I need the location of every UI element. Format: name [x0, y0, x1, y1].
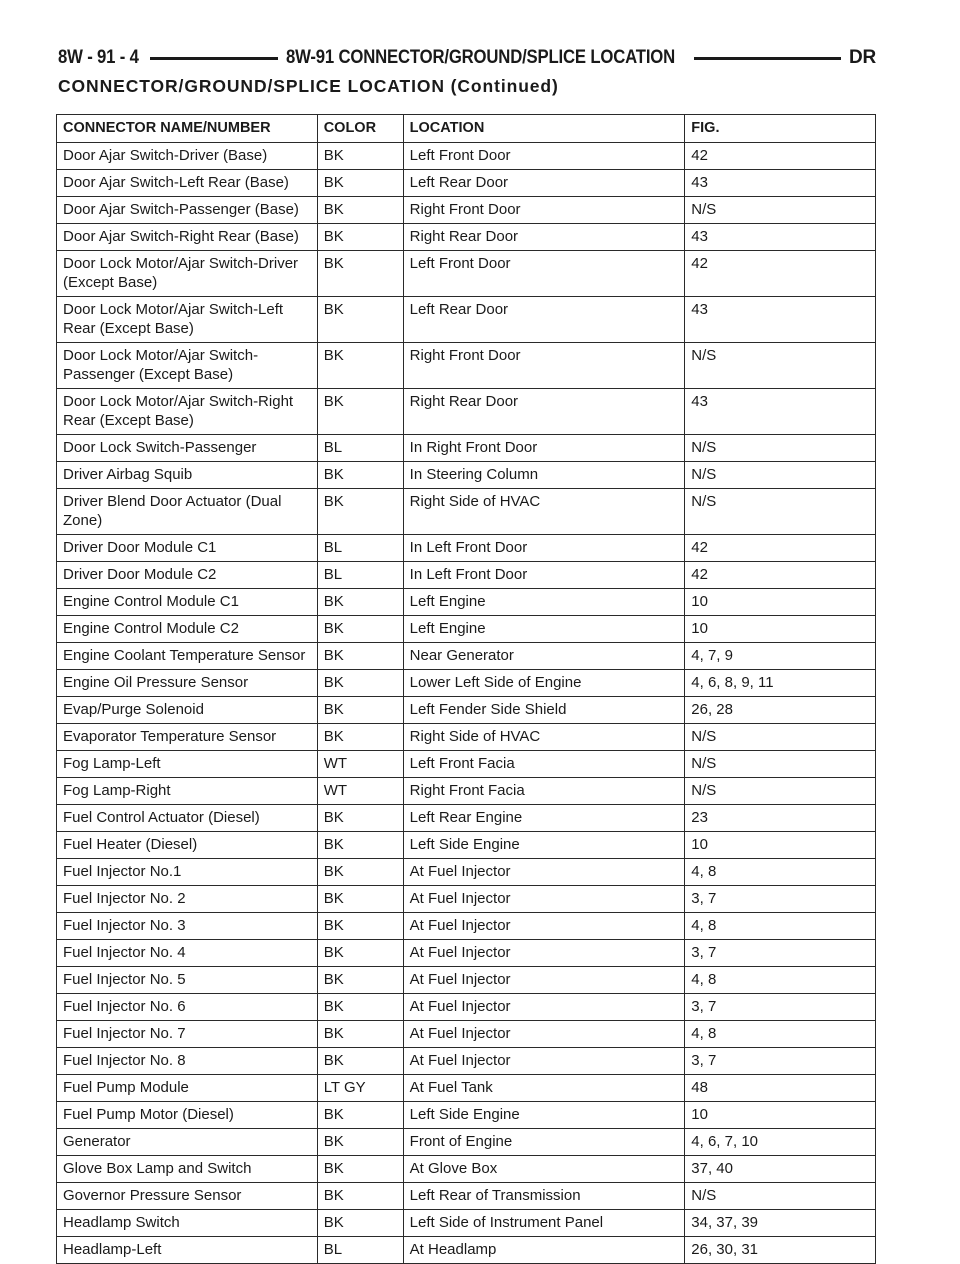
- cell-connector: Fog Lamp-Right: [57, 778, 318, 805]
- cell-color: BK: [317, 994, 403, 1021]
- cell-location: Lower Left Side of Engine: [403, 670, 685, 697]
- cell-fig: 43: [685, 389, 876, 435]
- cell-location: Left Front Facia: [403, 751, 685, 778]
- table-row: [57, 562, 876, 589]
- table-row: [57, 616, 876, 643]
- cell-color: BK: [317, 886, 403, 913]
- cell-color: BK: [317, 913, 403, 940]
- table-row: [57, 1075, 876, 1102]
- cell-fig: 3, 7: [685, 886, 876, 913]
- cell-connector: Driver Blend Door Actuator (Dual Zone): [57, 489, 318, 535]
- cell-color: WT: [317, 778, 403, 805]
- cell-location: Left Front Door: [403, 143, 685, 170]
- cell-location: At Headlamp: [403, 1237, 685, 1264]
- cell-color: BK: [317, 697, 403, 724]
- cell-location: Right Side of HVAC: [403, 724, 685, 751]
- cell-location: Left Rear of Transmission: [403, 1183, 685, 1210]
- cell-color: BK: [317, 832, 403, 859]
- table-row: [57, 751, 876, 778]
- cell-location: At Fuel Tank: [403, 1075, 685, 1102]
- cell-fig: 4, 8: [685, 967, 876, 994]
- cell-fig: N/S: [685, 1183, 876, 1210]
- table-row: [57, 251, 876, 297]
- cell-connector: Headlamp Switch: [57, 1210, 318, 1237]
- cell-color: BL: [317, 1237, 403, 1264]
- cell-connector: Door Ajar Switch-Right Rear (Base): [57, 224, 318, 251]
- table-row: [57, 1129, 876, 1156]
- table-row: [57, 1021, 876, 1048]
- table-row: [57, 1210, 876, 1237]
- cell-connector: Door Lock Motor/Ajar Switch-Left Rear (Except Base): [57, 297, 318, 343]
- cell-location: Left Rear Engine: [403, 805, 685, 832]
- cell-color: BL: [317, 535, 403, 562]
- cell-location: In Right Front Door: [403, 435, 685, 462]
- cell-location: Right Side of HVAC: [403, 489, 685, 535]
- cell-connector: Fuel Pump Motor (Diesel): [57, 1102, 318, 1129]
- cell-color: BK: [317, 389, 403, 435]
- cell-fig: 10: [685, 832, 876, 859]
- cell-fig: 4, 8: [685, 913, 876, 940]
- cell-location: Left Engine: [403, 589, 685, 616]
- table-row: [57, 1102, 876, 1129]
- cell-location: In Left Front Door: [403, 535, 685, 562]
- cell-location: At Fuel Injector: [403, 886, 685, 913]
- table-row: [57, 697, 876, 724]
- column-header-fig: FIG.: [685, 115, 876, 143]
- cell-connector: Fuel Injector No. 8: [57, 1048, 318, 1075]
- cell-fig: 43: [685, 170, 876, 197]
- table-row: [57, 859, 876, 886]
- table-row: [57, 535, 876, 562]
- cell-connector: Engine Coolant Temperature Sensor: [57, 643, 318, 670]
- cell-location: At Glove Box: [403, 1156, 685, 1183]
- cell-location: Near Generator: [403, 643, 685, 670]
- cell-location: Left Fender Side Shield: [403, 697, 685, 724]
- cell-color: BK: [317, 940, 403, 967]
- table-row: [57, 886, 876, 913]
- cell-location: Right Front Door: [403, 197, 685, 224]
- cell-connector: Engine Control Module C2: [57, 616, 318, 643]
- cell-fig: 4, 6, 8, 9, 11: [685, 670, 876, 697]
- cell-color: BL: [317, 435, 403, 462]
- table-body: [57, 143, 876, 1264]
- table-row: [57, 940, 876, 967]
- header-rule-left: [150, 57, 278, 60]
- table-row: [57, 462, 876, 489]
- cell-connector: Fuel Pump Module: [57, 1075, 318, 1102]
- column-header-color: COLOR: [317, 115, 403, 143]
- cell-connector: Door Ajar Switch-Passenger (Base): [57, 197, 318, 224]
- cell-location: Right Front Facia: [403, 778, 685, 805]
- cell-color: BK: [317, 1021, 403, 1048]
- cell-location: At Fuel Injector: [403, 913, 685, 940]
- cell-connector: Door Lock Motor/Ajar Switch-Passenger (Except Base): [57, 343, 318, 389]
- cell-color: BK: [317, 1210, 403, 1237]
- column-header-location: LOCATION: [403, 115, 685, 143]
- cell-fig: N/S: [685, 751, 876, 778]
- cell-fig: 10: [685, 1102, 876, 1129]
- table-row: [57, 1183, 876, 1210]
- cell-fig: 34, 37, 39: [685, 1210, 876, 1237]
- cell-connector: Fuel Control Actuator (Diesel): [57, 805, 318, 832]
- cell-color: BK: [317, 224, 403, 251]
- cell-connector: Fuel Injector No. 3: [57, 913, 318, 940]
- cell-fig: 42: [685, 251, 876, 297]
- cell-fig: 3, 7: [685, 1048, 876, 1075]
- cell-location: In Left Front Door: [403, 562, 685, 589]
- cell-connector: Door Ajar Switch-Driver (Base): [57, 143, 318, 170]
- cell-connector: Fuel Injector No. 2: [57, 886, 318, 913]
- cell-connector: Driver Door Module C1: [57, 535, 318, 562]
- section-heading: 8W-91 CONNECTOR/GROUND/SPLICE LOCATION: [285, 47, 675, 68]
- table-row: [57, 143, 876, 170]
- cell-location: Left Side of Instrument Panel: [403, 1210, 685, 1237]
- table-row: [57, 724, 876, 751]
- column-header-connector: CONNECTOR NAME/NUMBER: [57, 115, 318, 143]
- cell-fig: 42: [685, 535, 876, 562]
- cell-connector: Generator: [57, 1129, 318, 1156]
- table-row: [57, 170, 876, 197]
- cell-connector: Engine Oil Pressure Sensor: [57, 670, 318, 697]
- cell-color: BK: [317, 1048, 403, 1075]
- cell-connector: Glove Box Lamp and Switch: [57, 1156, 318, 1183]
- cell-connector: Fuel Injector No. 7: [57, 1021, 318, 1048]
- cell-connector: Fuel Injector No. 6: [57, 994, 318, 1021]
- cell-fig: 48: [685, 1075, 876, 1102]
- table-row: [57, 832, 876, 859]
- cell-connector: Fuel Injector No. 4: [57, 940, 318, 967]
- cell-fig: N/S: [685, 462, 876, 489]
- cell-connector: Door Ajar Switch-Left Rear (Base): [57, 170, 318, 197]
- table-row: [57, 343, 876, 389]
- cell-location: At Fuel Injector: [403, 994, 685, 1021]
- cell-location: Front of Engine: [403, 1129, 685, 1156]
- cell-fig: N/S: [685, 724, 876, 751]
- cell-color: BK: [317, 643, 403, 670]
- cell-location: Left Side Engine: [403, 1102, 685, 1129]
- cell-color: BK: [317, 1183, 403, 1210]
- table-row: [57, 1156, 876, 1183]
- cell-location: At Fuel Injector: [403, 940, 685, 967]
- cell-color: BK: [317, 724, 403, 751]
- cell-connector: Fog Lamp-Left: [57, 751, 318, 778]
- cell-color: BK: [317, 197, 403, 224]
- header-rule-right: [694, 57, 841, 60]
- cell-fig: 10: [685, 589, 876, 616]
- cell-location: At Fuel Injector: [403, 967, 685, 994]
- cell-color: WT: [317, 751, 403, 778]
- cell-fig: 42: [685, 143, 876, 170]
- cell-color: BK: [317, 1129, 403, 1156]
- cell-fig: 4, 7, 9: [685, 643, 876, 670]
- cell-location: Left Engine: [403, 616, 685, 643]
- table-row: [57, 913, 876, 940]
- table-row: [57, 670, 876, 697]
- table-row: [57, 197, 876, 224]
- cell-color: BK: [317, 967, 403, 994]
- cell-color: BK: [317, 343, 403, 389]
- cell-connector: Fuel Injector No.1: [57, 859, 318, 886]
- table-row: [57, 389, 876, 435]
- cell-location: At Fuel Injector: [403, 859, 685, 886]
- cell-connector: Door Lock Switch-Passenger: [57, 435, 318, 462]
- table-row: [57, 435, 876, 462]
- cell-location: Left Rear Door: [403, 170, 685, 197]
- cell-fig: 26, 30, 31: [685, 1237, 876, 1264]
- cell-color: BK: [317, 297, 403, 343]
- cell-fig: 42: [685, 562, 876, 589]
- cell-fig: N/S: [685, 489, 876, 535]
- cell-fig: N/S: [685, 343, 876, 389]
- cell-color: BK: [317, 1102, 403, 1129]
- cell-fig: 23: [685, 805, 876, 832]
- cell-connector: Driver Airbag Squib: [57, 462, 318, 489]
- cell-connector: Fuel Heater (Diesel): [57, 832, 318, 859]
- cell-color: BK: [317, 1156, 403, 1183]
- cell-fig: 43: [685, 297, 876, 343]
- cell-connector: Evap/Purge Solenoid: [57, 697, 318, 724]
- cell-color: BK: [317, 143, 403, 170]
- cell-location: At Fuel Injector: [403, 1021, 685, 1048]
- cell-color: BL: [317, 562, 403, 589]
- model-code: DR: [848, 47, 876, 68]
- table-row: [57, 967, 876, 994]
- cell-color: BK: [317, 462, 403, 489]
- table-row: [57, 589, 876, 616]
- cell-connector: Governor Pressure Sensor: [57, 1183, 318, 1210]
- table-row: [57, 643, 876, 670]
- cell-color: BK: [317, 589, 403, 616]
- cell-connector: Door Lock Motor/Ajar Switch-Driver (Except Base): [57, 251, 318, 297]
- table-row: [57, 1048, 876, 1075]
- cell-color: BK: [317, 805, 403, 832]
- cell-fig: N/S: [685, 778, 876, 805]
- page-id: 8W - 91 - 4: [58, 47, 139, 68]
- cell-connector: Fuel Injector No. 5: [57, 967, 318, 994]
- table-row: [57, 489, 876, 535]
- cell-color: BK: [317, 170, 403, 197]
- cell-color: LT GY: [317, 1075, 403, 1102]
- connector-location-table: [56, 114, 876, 1264]
- table-row: [57, 778, 876, 805]
- cell-connector: Driver Door Module C2: [57, 562, 318, 589]
- cell-color: BK: [317, 616, 403, 643]
- table-row: [57, 805, 876, 832]
- cell-fig: N/S: [685, 197, 876, 224]
- cell-fig: 26, 28: [685, 697, 876, 724]
- cell-fig: 4, 8: [685, 859, 876, 886]
- cell-fig: 4, 8: [685, 1021, 876, 1048]
- cell-fig: 10: [685, 616, 876, 643]
- cell-color: BK: [317, 489, 403, 535]
- table-row: [57, 224, 876, 251]
- cell-location: Left Rear Door: [403, 297, 685, 343]
- cell-color: BK: [317, 670, 403, 697]
- cell-fig: 3, 7: [685, 994, 876, 1021]
- cell-color: BK: [317, 859, 403, 886]
- cell-fig: 3, 7: [685, 940, 876, 967]
- cell-color: BK: [317, 251, 403, 297]
- cell-fig: N/S: [685, 435, 876, 462]
- cell-connector: Door Lock Motor/Ajar Switch-Right Rear (Except Base): [57, 389, 318, 435]
- cell-location: At Fuel Injector: [403, 1048, 685, 1075]
- cell-location: Right Rear Door: [403, 224, 685, 251]
- cell-connector: Headlamp-Left: [57, 1237, 318, 1264]
- cell-location: In Steering Column: [403, 462, 685, 489]
- cell-connector: Engine Control Module C1: [57, 589, 318, 616]
- cell-fig: 43: [685, 224, 876, 251]
- cell-fig: 4, 6, 7, 10: [685, 1129, 876, 1156]
- table-row: [57, 1237, 876, 1264]
- table-header-row: [57, 115, 876, 143]
- cell-location: Right Front Door: [403, 343, 685, 389]
- page-header: [58, 44, 876, 72]
- table-row: [57, 994, 876, 1021]
- cell-fig: 37, 40: [685, 1156, 876, 1183]
- cell-location: Right Rear Door: [403, 389, 685, 435]
- cell-location: Left Front Door: [403, 251, 685, 297]
- section-title: CONNECTOR/GROUND/SPLICE LOCATION (Continued): [58, 76, 559, 96]
- cell-connector: Evaporator Temperature Sensor: [57, 724, 318, 751]
- cell-location: Left Side Engine: [403, 832, 685, 859]
- table-row: [57, 297, 876, 343]
